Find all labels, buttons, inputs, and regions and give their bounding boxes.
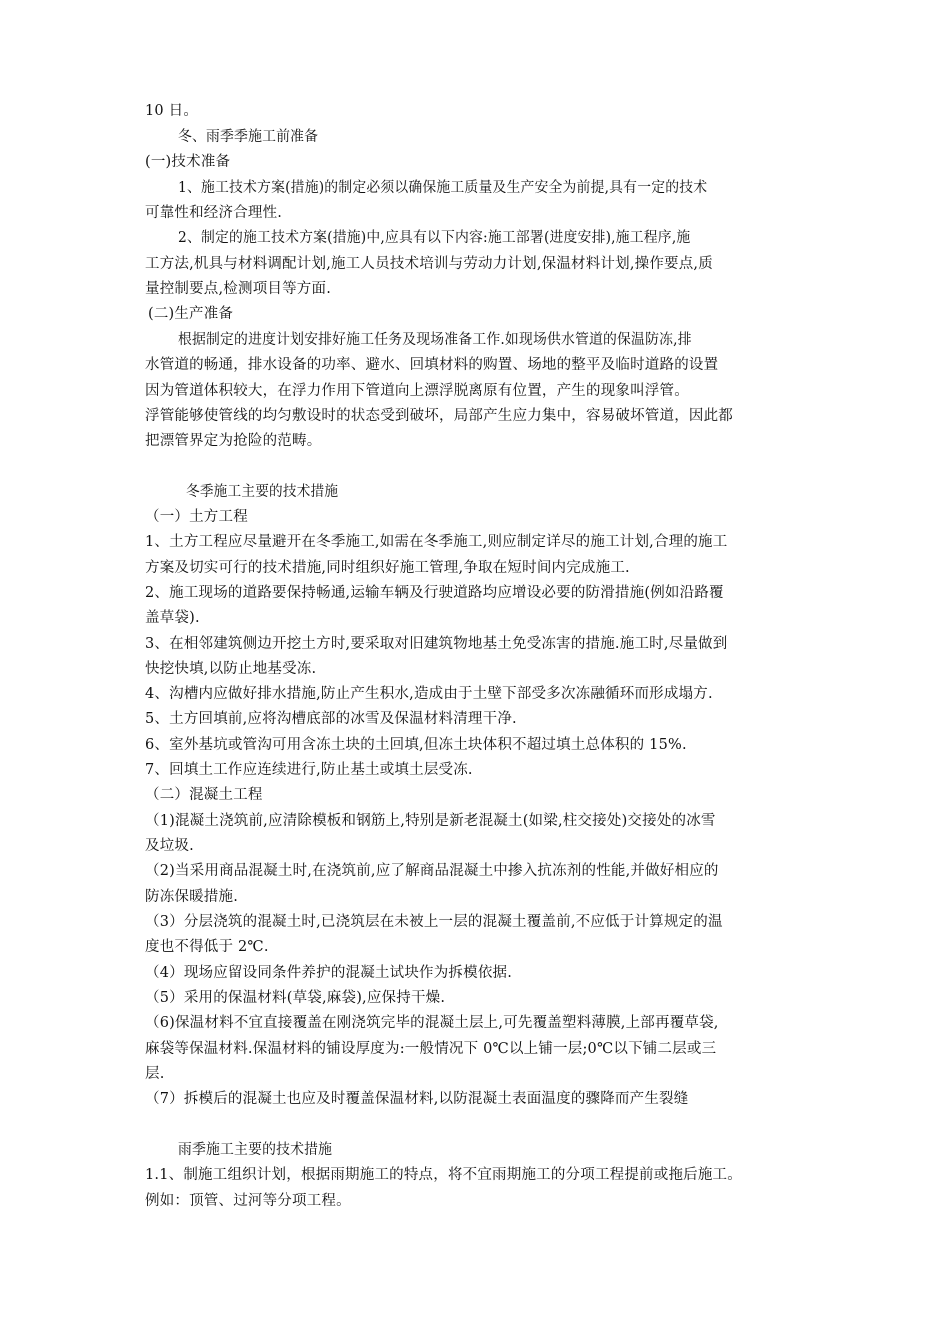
text-line: 例如：顶管、过河等分项工程。	[145, 1193, 351, 1209]
text-line: 2、制定的施工技术方案(措施)中,应具有以下内容:施工部署(进度安排),施工程序,施	[178, 230, 691, 246]
subsection-heading: （一）土方工程	[145, 509, 248, 525]
section-heading: 雨季施工主要的技术措施	[178, 1142, 333, 1158]
text-line: 因为管道体积较大，在浮力作用下管道向上漂浮脱离原有位置，产生的现象叫浮管。	[145, 383, 689, 399]
text-line: （5）采用的保温材料(草袋,麻袋),应保持干燥.	[145, 990, 446, 1006]
text-line: （6)保温材料不宜直接覆盖在刚浇筑完毕的混凝土层上,可先覆盖塑料薄膜,上部再覆草袋,	[145, 1015, 719, 1031]
text-line: 7、回填土工作应连续进行,防止基土或填土层受冻.	[145, 762, 473, 778]
text-line: （4）现场应留设同条件养护的混凝土试块作为拆模依据.	[145, 965, 513, 981]
text-line: 盖草袋).	[145, 610, 200, 626]
text-line: 层.	[145, 1066, 165, 1082]
text-line: 及垃圾.	[145, 838, 194, 854]
text-line: （2)当采用商品混凝土时,在浇筑前,应了解商品混凝土中掺入抗冻剂的性能,并做好相应的	[145, 863, 719, 879]
text-line: 快挖快填,以防止地基受冻.	[145, 661, 317, 677]
text-line: 1.1、制施工组织计划，根据雨期施工的特点，将不宜雨期施工的分项工程提前或拖后施工。	[145, 1167, 742, 1183]
subsection-heading: (一)技术准备	[145, 154, 231, 170]
text-line: 根据制定的进度计划安排好施工任务及现场准备工作.如现场供水管道的保温防冻,排	[178, 332, 692, 348]
text-line: 2、施工现场的道路要保持畅通,运输车辆及行驶道路均应增设必要的防滑措施(例如沿路覆	[145, 585, 724, 601]
text-line: 工方法,机具与材料调配计划,施工人员技术培训与劳动力计划,保温材料计划,操作要点,质	[145, 256, 713, 272]
text-line: 6、室外基坑或管沟可用含冻土块的土回填,但冻土块体积不超过填土总体积的 15%.	[145, 737, 687, 753]
text-line: 度也不得低于 2℃.	[145, 939, 269, 955]
text-line: 4、沟槽内应做好排水措施,防止产生积水,造成由于土壁下部受多次冻融循环而形成塌方.	[145, 686, 713, 702]
text-line: 5、土方回填前,应将沟槽底部的冰雪及保温材料清理干净.	[145, 711, 517, 727]
text-line: 麻袋等保温材料.保温材料的铺设厚度为:一般情况下 0℃以上铺一层;0℃以下铺二层或三	[145, 1041, 717, 1057]
text-line: 3、在相邻建筑侧边开挖土方时,要采取对旧建筑物地基土免受冻害的措施.施工时,尽量做到	[145, 636, 728, 652]
text-line: 水管道的畅通，排水设备的功率、避水、回填材料的购置、场地的整平及临时道路的设置	[145, 357, 719, 373]
text-line: （1)混凝土浇筑前,应清除模板和钢筋上,特别是新老混凝土(如梁,柱交接处)交接处的冰雪	[145, 813, 716, 829]
text-line: 10 日。	[145, 103, 199, 119]
text-line: 量控制要点,检测项目等方面.	[145, 281, 332, 297]
text-line: 把漂管界定为抢险的范畴。	[145, 433, 322, 449]
text-line: 1、土方工程应尽量避开在冬季施工,如需在冬季施工,则应制定详尽的施工计划,合理的施工	[145, 534, 728, 550]
text-line: 方案及切实可行的技术措施,同时组织好施工管理,争取在短时间内完成施工.	[145, 560, 630, 576]
text-line: （3）分层浇筑的混凝土时,已浇筑层在未被上一层的混凝土覆盖前,不应低于计算规定的温	[145, 914, 723, 930]
subsection-heading: （二）混凝土工程	[145, 787, 263, 803]
text-line: 1、施工技术方案(措施)的制定必须以确保施工质量及生产安全为前提,具有一定的技术	[178, 180, 708, 196]
section-heading: 冬、雨季季施工前准备	[178, 129, 319, 145]
text-line: （7）拆模后的混凝土也应及时覆盖保温材料,以防混凝土表面温度的骤降而产生裂缝	[145, 1091, 689, 1107]
section-heading: 冬季施工主要的技术措施	[186, 484, 339, 500]
text-line: 防冻保暖措施.	[145, 889, 239, 905]
text-line: 浮管能够使管线的均匀敷设时的状态受到破坏，局部产生应力集中，容易破坏管道，因此都	[145, 408, 733, 424]
subsection-heading: (二)生产准备	[148, 306, 234, 322]
text-line: 可靠性和经济合理性.	[145, 205, 283, 221]
